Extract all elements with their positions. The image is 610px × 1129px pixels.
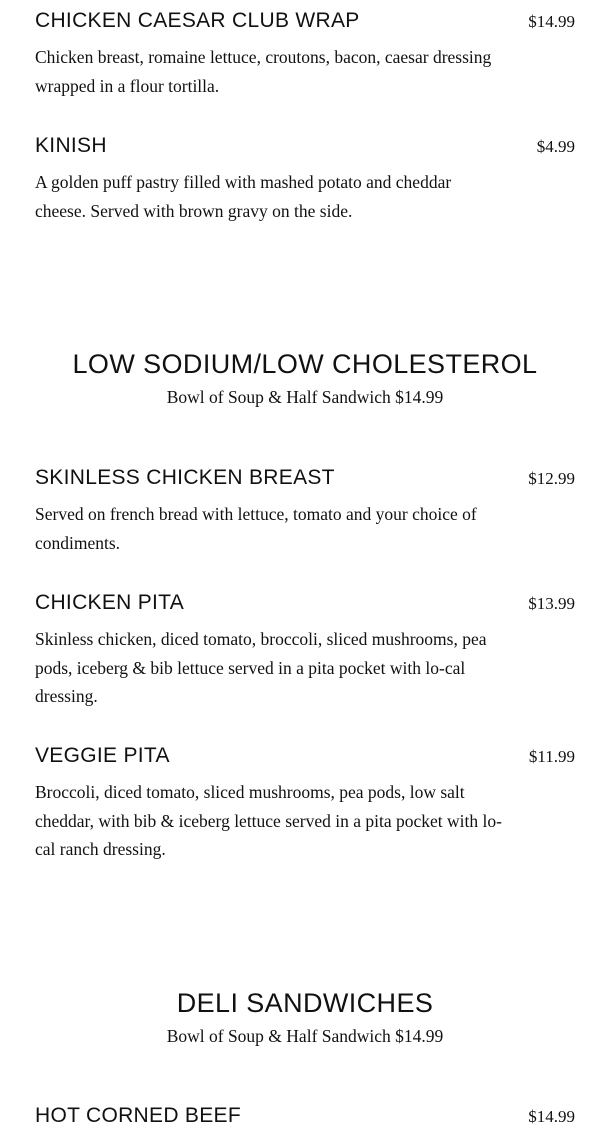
item-name: VEGGIE PITA — [35, 744, 170, 767]
section-subtitle: Bowl of Soup & Half Sandwich $14.99 — [166, 1026, 444, 1046]
item-description: Broccoli, diced tomato, sliced mushrooms, pea pods, low salt cheddar, with bib & iceberg lettuce served in a pita pocket with lo-cal ranch dressing. — [35, 782, 502, 859]
section-header — [0, 347, 610, 409]
item-price: $4.99 — [536, 137, 575, 156]
section-subtitle: Bowl of Soup & Half Sandwich $14.99 — [166, 387, 444, 407]
item-description: Chicken breast, romaine lettuce, croutons, bacon, caesar dressing wrapped in a flour tortilla. — [35, 47, 492, 96]
item-name: HOT CORNED BEEF — [35, 1104, 241, 1127]
item-name: CHICKEN CAESAR CLUB WRAP — [35, 9, 360, 32]
item-price: $14.99 — [528, 1107, 575, 1126]
item-price: $12.99 — [528, 469, 575, 488]
section-title: DELI SANDWICHES — [176, 988, 434, 1018]
item-name: CHICKEN PITA — [35, 591, 185, 614]
section-title: LOW SODIUM/LOW CHOLESTEROL — [72, 349, 538, 379]
item-description: A golden puff pastry filled with mashed potato and cheddar cheese. Served with brown gravy on the side. — [35, 172, 452, 221]
section-header — [0, 986, 610, 1048]
menu-item — [35, 8, 575, 100]
menu-item — [35, 1103, 575, 1129]
menu-item — [35, 743, 575, 864]
item-name: SKINLESS CHICKEN BREAST — [35, 466, 335, 489]
item-price: $11.99 — [528, 747, 575, 766]
item-price: $13.99 — [528, 594, 575, 613]
item-description: Skinless chicken, diced tomato, broccoli, sliced mushrooms, pea pods, iceberg & bib lettuce served in a pita pocket with lo-cal dressing. — [35, 629, 487, 706]
item-name: KINISH — [35, 134, 107, 157]
menu-item — [35, 590, 575, 711]
menu-item — [35, 465, 575, 557]
item-price: $14.99 — [528, 12, 575, 31]
item-description: Served on french bread with lettuce, tomato and your choice of condiments. — [35, 504, 477, 553]
menu-item — [35, 133, 575, 225]
